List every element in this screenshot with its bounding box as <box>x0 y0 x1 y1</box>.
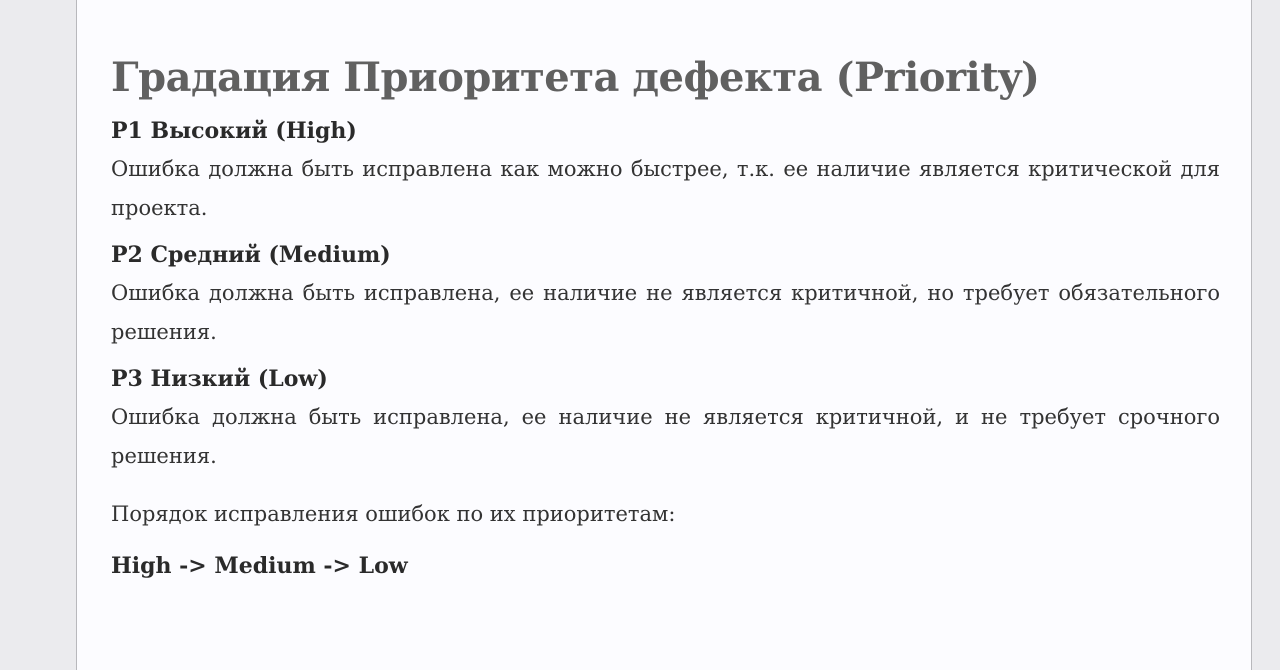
priority-description-p2: Ошибка должна быть исправлена, ее наличие не является критичной, но требует обязательного решения. <box>111 281 1220 344</box>
document-page <box>76 0 1252 670</box>
document-content <box>111 52 1220 582</box>
page-title: Градация Приоритета дефекта (Priority) <box>111 54 1040 101</box>
priority-heading-p1: P1 Высокий (High) <box>111 118 357 144</box>
priority-description-p3: Ошибка должна быть исправлена, ее наличие не является критичной, и не требует срочного решения. <box>111 405 1220 468</box>
priority-section-p3 <box>111 364 1220 476</box>
order-label: Порядок исправления ошибок по их приоритетам: <box>111 502 676 526</box>
priority-heading-p2: P2 Средний (Medium) <box>111 242 391 268</box>
priority-description-p1: Ошибка должна быть исправлена как можно быстрее, т.к. ее наличие является критической для проекта. <box>111 157 1220 220</box>
priority-section-p2 <box>111 240 1220 352</box>
order-sequence: High -> Medium -> Low <box>111 553 408 579</box>
priority-heading-p3: P3 Низкий (Low) <box>111 366 328 392</box>
priority-section-p1 <box>111 116 1220 228</box>
